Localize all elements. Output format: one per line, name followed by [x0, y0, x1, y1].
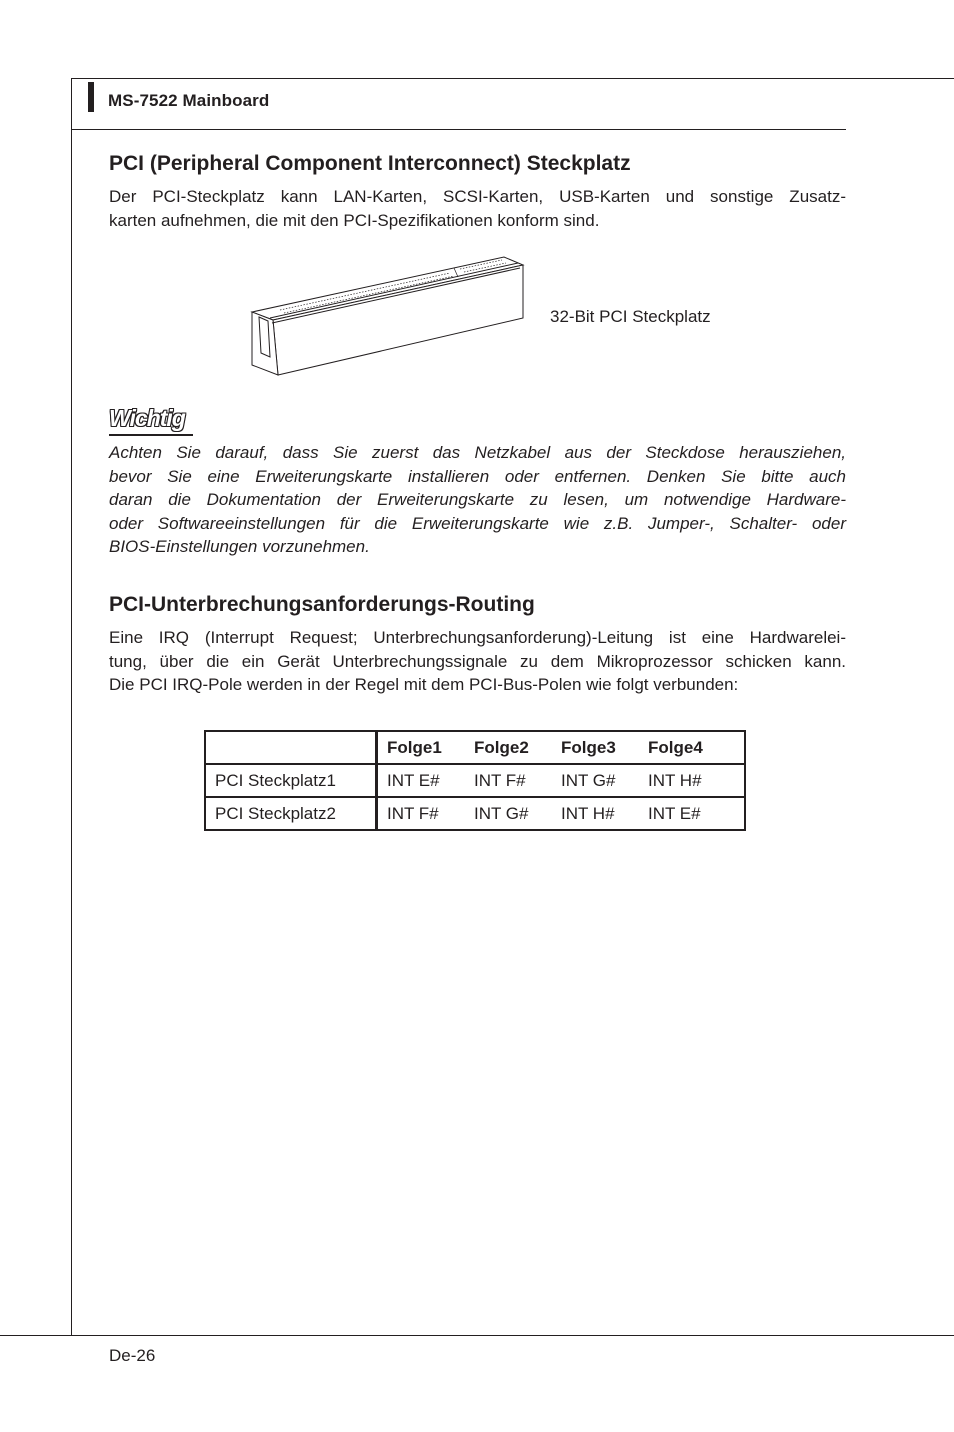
- section-heading-irq-routing: PCI-Unterbrechungsanforderungs-Routing: [109, 593, 535, 616]
- paragraph-line: karten aufnehmen, die mit den PCI-Spezifikationen konform sind.: [109, 210, 600, 230]
- pci-slot-illustration: [250, 255, 525, 377]
- pci-slot-intro-paragraph: [109, 185, 846, 232]
- section-heading-pci-slot: PCI (Peripheral Component Interconnect) Steckplatz: [109, 152, 631, 175]
- page-number: De-26: [109, 1346, 156, 1365]
- table-cell: INT G#: [465, 797, 552, 830]
- irq-routing-intro-paragraph: [109, 626, 846, 697]
- paragraph-line: Eine IRQ (Interrupt Request; Unterbrechungsanforderung)-Leitung ist eine Hardwarelei-: [109, 628, 846, 647]
- important-note-paragraph: [109, 441, 846, 559]
- table-cell: INT H#: [639, 764, 745, 797]
- paragraph-line: oder Softwareeinstellungen für die Erweiterungskarte wie z.B. Jumper-, Schalter- oder: [109, 513, 846, 533]
- table-row: [205, 797, 745, 830]
- header-divider: [71, 129, 846, 130]
- table-cell: INT E#: [639, 797, 745, 830]
- paragraph-line: Achten Sie darauf, dass Sie zuerst das Netzkabel aus der Steckdose herausziehen,: [109, 443, 846, 462]
- important-label: Wichtig: [109, 405, 185, 431]
- running-header-title: MS-7522 Mainboard: [108, 91, 270, 110]
- page-frame-bottom-rule: [0, 1335, 954, 1336]
- column-header: Folge2: [465, 731, 552, 764]
- table-header-row: [205, 731, 745, 764]
- table-cell: INT F#: [377, 797, 466, 830]
- paragraph-line: bevor Sie eine Erweiterungskarte installieren oder entfernen. Denken Sie bitte auch: [109, 466, 846, 486]
- paragraph-line: daran die Dokumentation der Erweiterungskarte zu lesen, um notwendige Hardware-: [109, 490, 846, 509]
- table-cell: INT E#: [377, 764, 466, 797]
- column-header: Folge3: [552, 731, 639, 764]
- table-cell: INT G#: [552, 764, 639, 797]
- table-row: [205, 764, 745, 797]
- page-frame-left-rule: [71, 78, 72, 1336]
- column-header: Folge4: [639, 731, 745, 764]
- paragraph-line: Die PCI IRQ-Pole werden in der Regel mit dem PCI-Bus-Polen wie folgt verbunden:: [109, 675, 739, 694]
- header-marker-bar: [88, 82, 94, 112]
- paragraph-line: tung, über die ein Gerät Unterbrechungssignale zu dem Mikroprozessor schicken kann.: [109, 651, 846, 671]
- table-cell: INT H#: [552, 797, 639, 830]
- page-frame-top-rule: [71, 78, 954, 79]
- row-header: PCI Steckplatz2: [205, 797, 377, 830]
- irq-routing-table: [204, 730, 746, 831]
- paragraph-line: BIOS-Einstellungen vorzunehmen.: [109, 537, 370, 556]
- important-label-underline: [109, 434, 193, 436]
- table-corner-cell: [205, 731, 377, 764]
- table-cell: INT F#: [465, 764, 552, 797]
- pci-slot-caption: 32-Bit PCI Steckplatz: [550, 307, 711, 326]
- paragraph-line: Der PCI-Steckplatz kann LAN-Karten, SCSI-Karten, USB-Karten und sonstige Zusatz-: [109, 187, 846, 206]
- row-header: PCI Steckplatz1: [205, 764, 377, 797]
- column-header: Folge1: [377, 731, 466, 764]
